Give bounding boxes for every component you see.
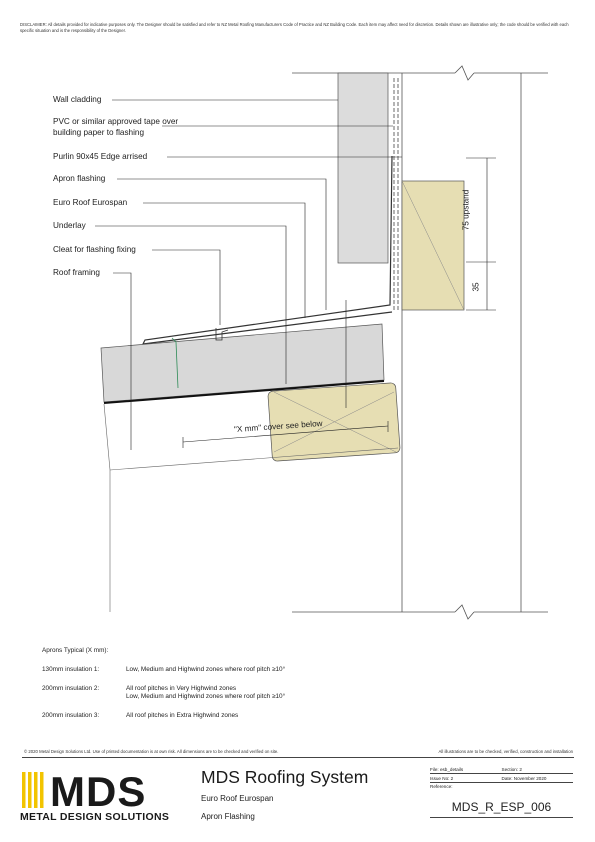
title-block xyxy=(430,765,573,789)
disclaimer-text: DISCLAIMER: All details provided for indicative purposes only. The Designer should be satisfied and refer to NZ Metal Roofing Manufacturers Code of Practice and NZ Building Code. Each item may affect need for discretion. Details shown are illustrative only; the code should be verified with each specific situation and is the responsibility of the Designer. xyxy=(20,22,569,33)
title-block-row xyxy=(430,765,573,774)
label-cleat: Cleat for flashing fixing xyxy=(53,245,136,254)
dimension-lower: 35 xyxy=(471,282,481,292)
logo-wordmark: METAL DESIGN SOLUTIONS xyxy=(20,811,170,823)
note-row xyxy=(42,666,285,675)
copyright-text: © 2020 Metal Design Solutions Ltd. Use of printed documentation is at own risk. All dimensions are to be checked and verified on site. xyxy=(24,749,279,754)
note-row xyxy=(42,685,285,702)
illustrations-note: All illustrations are to be checked, verified, construction and installation xyxy=(438,749,573,754)
logo-stripes xyxy=(22,772,44,808)
building-paper xyxy=(394,78,398,310)
note-key: 200mm insulation 2: xyxy=(42,684,100,692)
note-value-2: Low, Medium and Highwind zones where roof pitch ≥10° xyxy=(126,693,286,700)
issue-label: Issue No: 2 xyxy=(430,775,454,781)
section-label: Section: 2 xyxy=(501,766,522,772)
note-key: 200mm insulation 3: xyxy=(42,711,100,719)
title-block-row xyxy=(430,774,573,783)
label-pvc-tape-2: building paper to flashing xyxy=(53,128,145,137)
label-underlay: Underlay xyxy=(53,221,86,230)
footer-divider xyxy=(22,757,574,758)
note-value: Low, Medium and Highwind zones where roof pitch ≥10° xyxy=(126,666,286,673)
label-purlin: Purlin 90x45 Edge arrised xyxy=(53,152,148,161)
system-subtitle: Euro Roof Eurospan xyxy=(201,794,274,803)
label-roof-framing: Roof framing xyxy=(53,268,100,277)
detail-title: Apron Flashing xyxy=(201,812,255,821)
wall-cladding-panel xyxy=(338,73,388,263)
dimension-cover: "X mm" cover see below xyxy=(233,418,323,435)
dimension-upstand: 75 upstand xyxy=(461,189,471,231)
file-label: File: esb_details xyxy=(430,766,464,772)
logo-letters: MDS xyxy=(50,768,147,815)
note-value: All roof pitches in Extra Highwind zones xyxy=(126,711,239,719)
label-wall-cladding: Wall cladding xyxy=(53,95,102,104)
label-apron-flashing: Apron flashing xyxy=(53,174,106,183)
system-title: MDS Roofing System xyxy=(201,767,369,787)
reference-label: Reference: xyxy=(430,784,453,789)
note-key: 130mm insulation 1: xyxy=(42,666,100,673)
note-value: All roof pitches in Very Highwind zones xyxy=(126,684,237,692)
apron-notes xyxy=(42,647,285,730)
label-pvc-tape-1: PVC or similar approved tape over xyxy=(53,117,179,126)
notes-title: Aprons Typical (X mm): xyxy=(42,647,109,654)
label-euro-roof: Euro Roof Eurospan xyxy=(53,198,128,207)
note-row xyxy=(42,712,285,721)
drawing-number: MDS_R_ESP_006 xyxy=(430,800,573,818)
date-label: Date: November 2020 xyxy=(501,775,547,781)
